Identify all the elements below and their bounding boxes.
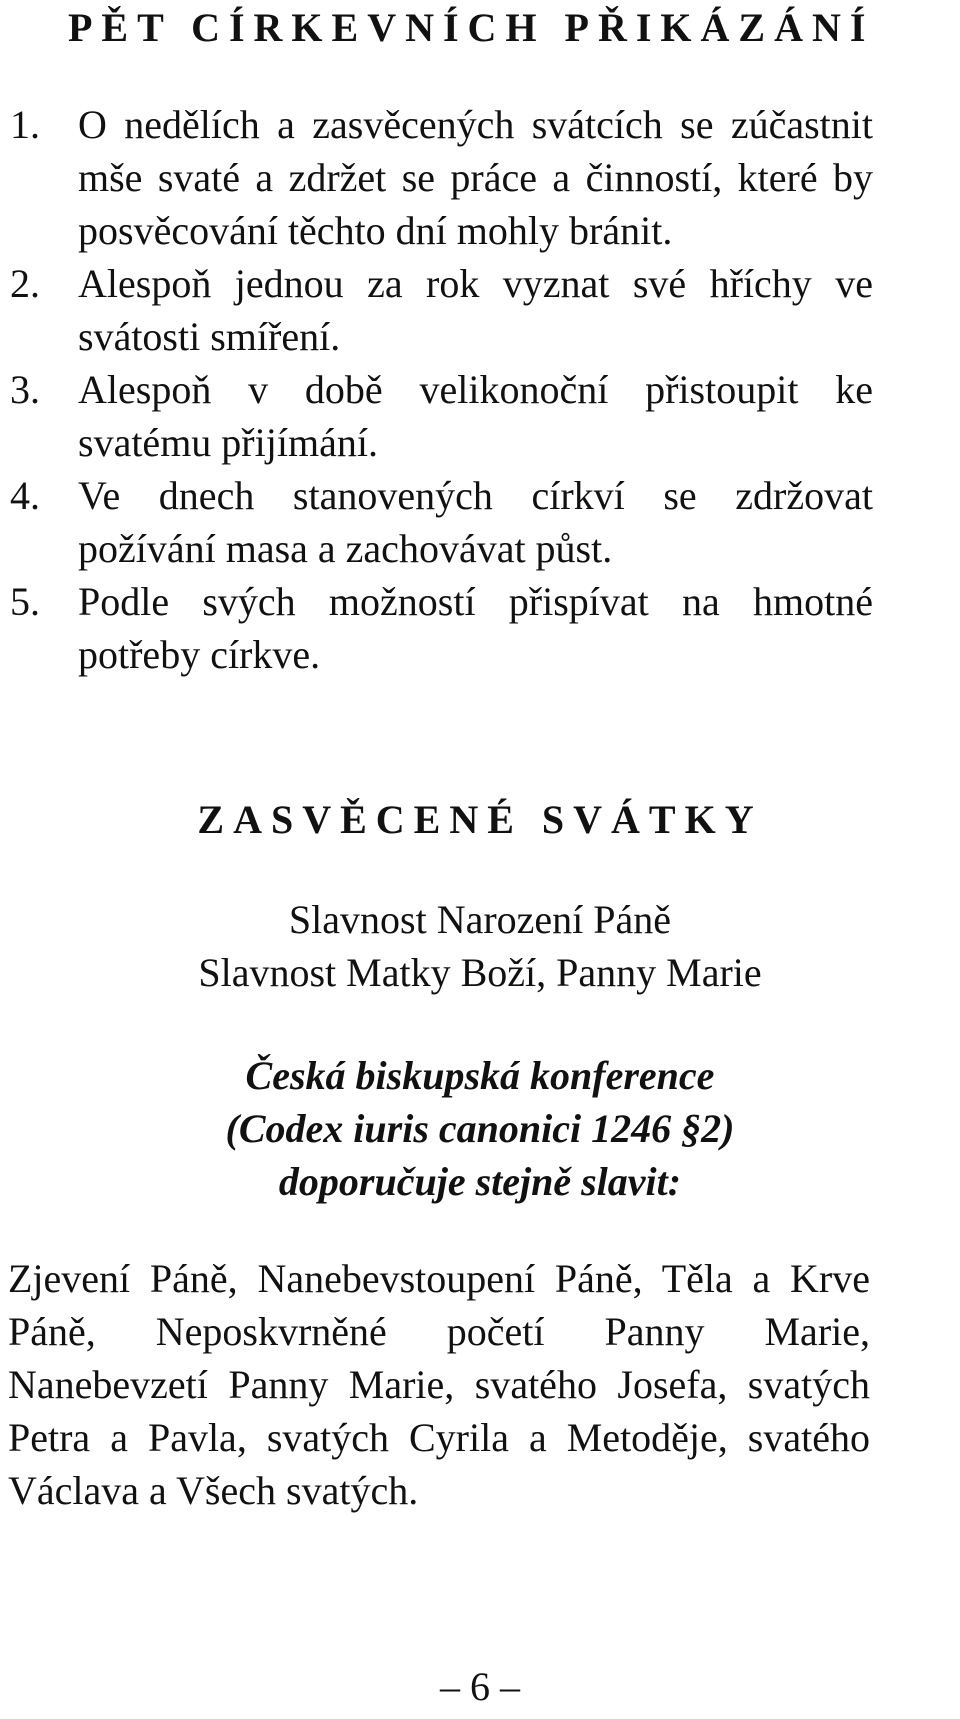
recommendation-line: Česká biskupská konference <box>245 1053 715 1098</box>
recommended-feasts-paragraph: Zjevení Páně, Nanebevstoupení Páně, Těla a Krve Páně, Neposkvrněné početí Panny Marie, Nanebevzetí Panny Marie, svatého Josefa, svatých Petra a Pavla, svatých Cyrila a Metoděje, svatého Václava a Všech svatých. <box>8 1256 870 1513</box>
commandment-number: 3. <box>10 367 40 412</box>
feast-line: Slavnost Narození Páně <box>288 897 672 942</box>
commandment-item-5 <box>0 575 873 681</box>
commandment-number: 1. <box>10 102 40 147</box>
recommendation-line: (Codex iuris canonici 1246 §2) <box>225 1106 735 1151</box>
commandment-text: Alespoň v době velikonoční přistoupit ke svatému přijímání. <box>78 367 873 465</box>
feast-line: Slavnost Matky Boží, Panny Marie <box>198 950 762 995</box>
main-feasts <box>0 893 960 999</box>
commandment-number: 5. <box>10 579 40 624</box>
recommendation-line: doporučuje stejně slavit: <box>278 1159 682 1204</box>
commandments-heading: PĚT CÍRKEVNÍCH PŘIKÁZÁNÍ <box>68 5 875 50</box>
commandment-text: O nedělích a zasvěcených svátcích se zúčastnit mše svaté a zdržet se práce a činností, které by posvěcování těchto dní mohly bránit. <box>78 102 873 253</box>
commandment-number: 2. <box>10 261 40 306</box>
commandment-number: 4. <box>10 473 40 518</box>
commandment-item-2 <box>0 257 873 363</box>
commandments-list <box>0 98 960 681</box>
commandment-text: Alespoň jednou za rok vyznat své hříchy ve svátosti smíření. <box>78 261 873 359</box>
commandment-text: Ve dnech stanovených církví se zdržovat požívání masa a zachovávat půst. <box>78 473 873 571</box>
recommendation-note <box>0 1049 960 1208</box>
commandment-item-3 <box>0 363 873 469</box>
commandment-item-4 <box>0 469 873 575</box>
feasts-heading: ZASVĚCENÉ SVÁTKY <box>197 797 763 842</box>
commandment-text: Podle svých možností přispívat na hmotné potřeby církve. <box>78 579 873 677</box>
commandment-item-1 <box>0 98 873 257</box>
page-number: – 6 – <box>440 1664 520 1709</box>
